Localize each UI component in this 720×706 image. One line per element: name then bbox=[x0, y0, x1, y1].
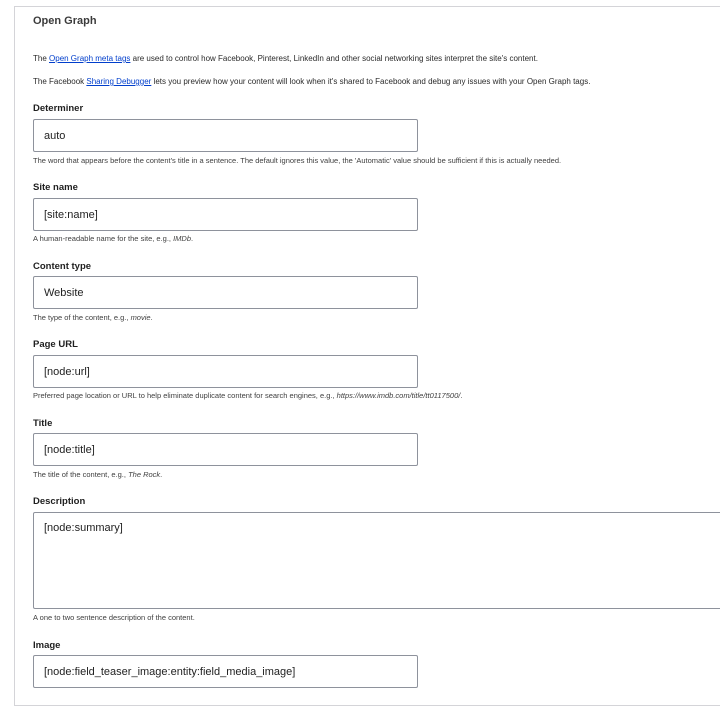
content-type-input[interactable] bbox=[33, 276, 418, 309]
image-input[interactable] bbox=[33, 655, 418, 688]
intro-text-suffix: are used to control how Facebook, Pinterest, LinkedIn and other social networking sites interpret the site's content. bbox=[130, 54, 538, 63]
example-text: https://www.imdb.com/title/tt0117500/ bbox=[336, 391, 461, 400]
fieldset-legend: Open Graph bbox=[33, 15, 97, 27]
content-type-label: Content type bbox=[33, 261, 92, 272]
site-name-input[interactable] bbox=[33, 198, 418, 231]
intro-text-prefix: The Facebook bbox=[33, 77, 87, 86]
site-name-description bbox=[33, 234, 193, 243]
description-textarea[interactable] bbox=[33, 512, 720, 609]
page-url-description bbox=[33, 391, 462, 400]
description-suffix: . bbox=[460, 391, 463, 400]
site-name-label: Site name bbox=[33, 182, 78, 193]
description-suffix: . bbox=[150, 313, 153, 322]
example-text: The Rock bbox=[128, 470, 161, 479]
description-label: Description bbox=[33, 496, 86, 507]
description-suffix: . bbox=[160, 470, 163, 479]
title-input[interactable] bbox=[33, 433, 418, 466]
determiner-label: Determiner bbox=[33, 103, 84, 114]
determiner-input[interactable] bbox=[33, 119, 418, 152]
description-text: The type of the content, e.g., bbox=[33, 313, 131, 322]
description-text: Preferred page location or URL to help eliminate duplicate content for search engines, e.g., bbox=[33, 391, 337, 400]
intro-line-sharing-debugger bbox=[33, 77, 590, 86]
intro-text-suffix: lets you preview how your content will look when it's shared to Facebook and debug any issues with your Open Graph tags. bbox=[151, 77, 591, 86]
determiner-description: The word that appears before the content's title in a sentence. The default ignores this value, the 'Automatic' value should be sufficient if this is actually needed. bbox=[33, 156, 562, 165]
title-description bbox=[33, 470, 162, 479]
description-suffix: . bbox=[191, 234, 194, 243]
sharing-debugger-link[interactable]: Sharing Debugger bbox=[86, 77, 152, 86]
content-type-description bbox=[33, 313, 153, 322]
page-url-label: Page URL bbox=[33, 339, 78, 350]
description-field-description: A one to two sentence description of the content. bbox=[33, 613, 195, 622]
intro-line-meta-tags bbox=[33, 54, 538, 63]
page-url-input[interactable] bbox=[33, 355, 418, 388]
example-text: movie bbox=[130, 313, 151, 322]
open-graph-meta-tags-link[interactable]: Open Graph meta tags bbox=[49, 54, 131, 63]
image-label: Image bbox=[33, 640, 61, 651]
example-text: IMDb bbox=[173, 234, 192, 243]
description-text: The title of the content, e.g., bbox=[33, 470, 129, 479]
intro-text-prefix: The bbox=[33, 54, 50, 63]
title-label: Title bbox=[33, 418, 53, 429]
description-text: A human-readable name for the site, e.g., bbox=[33, 234, 174, 243]
